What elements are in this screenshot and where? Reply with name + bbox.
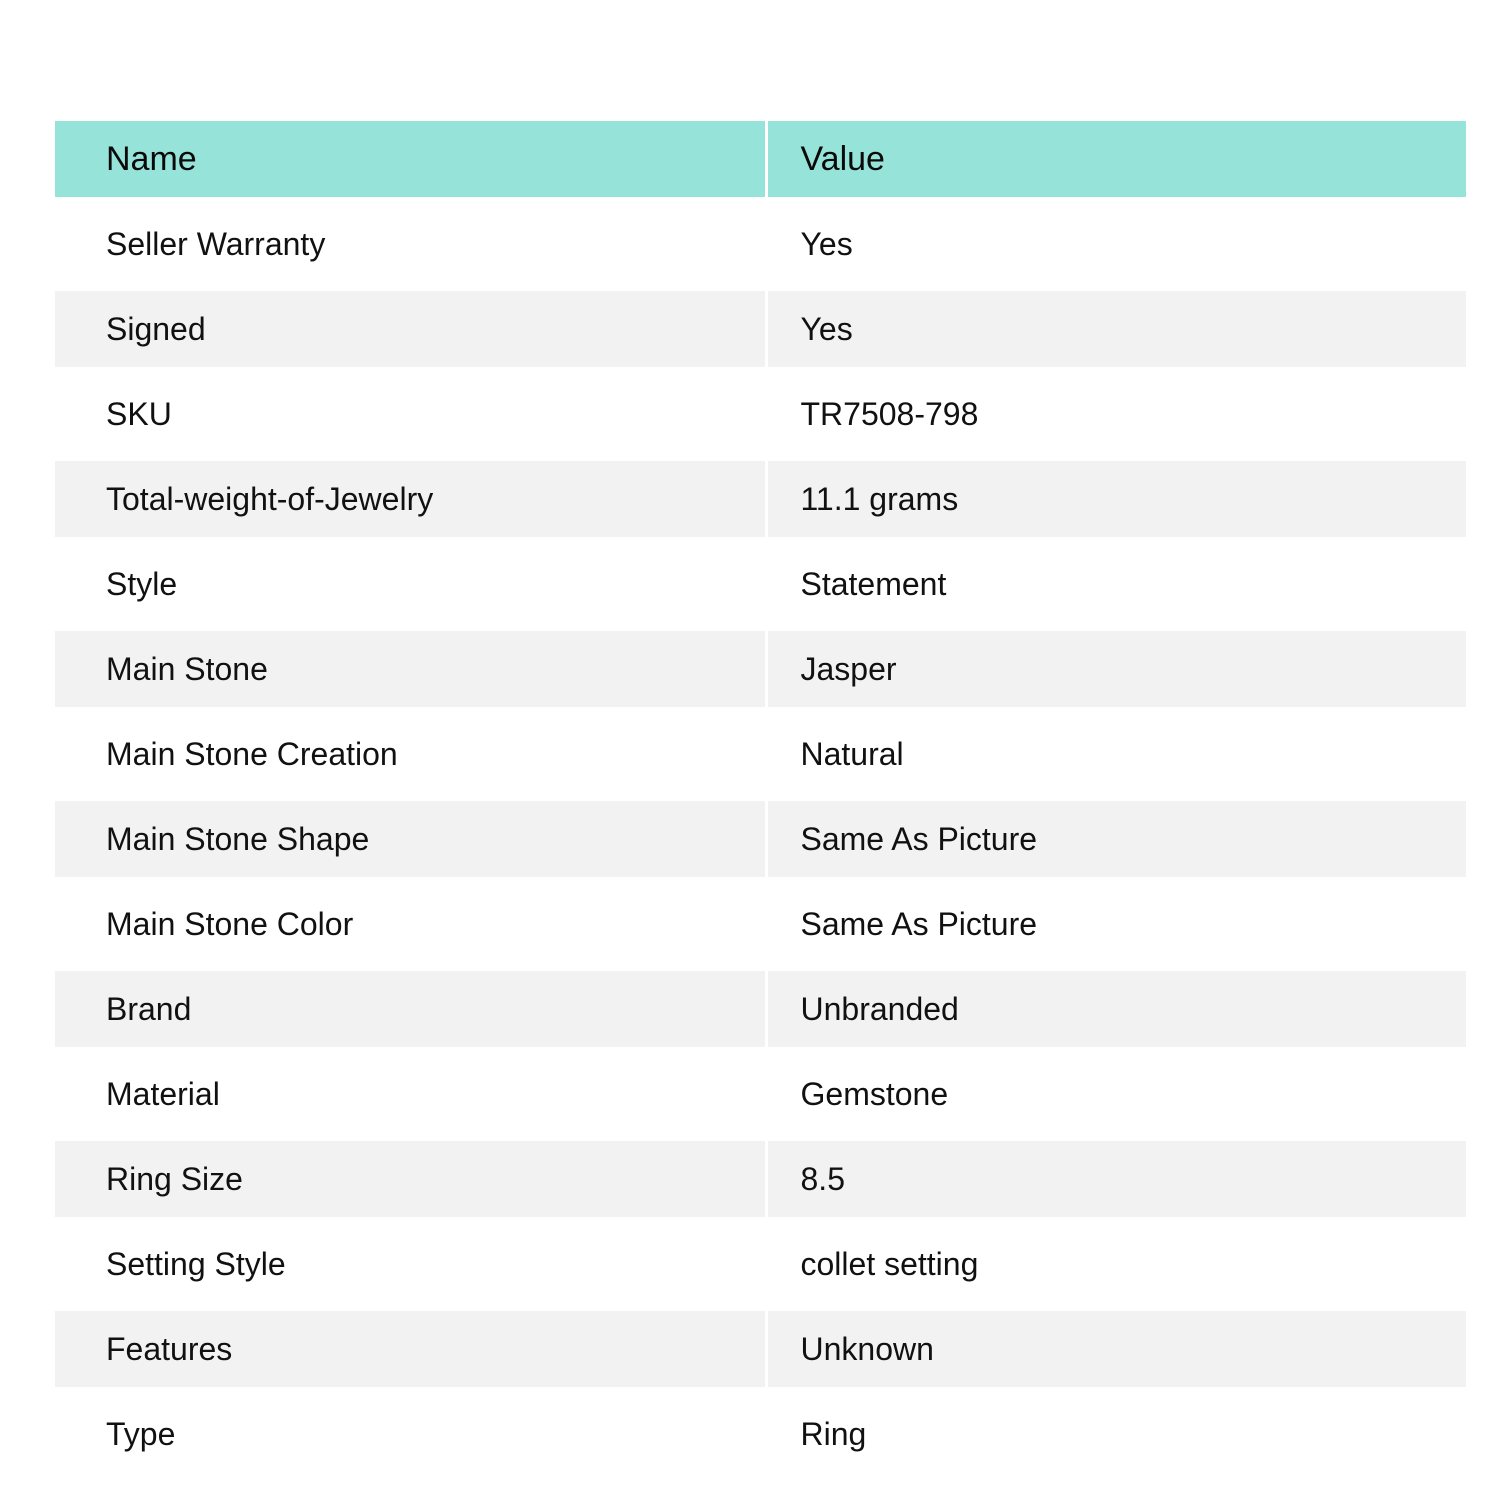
attribute-value: Jasper bbox=[766, 631, 1466, 707]
table-body bbox=[55, 197, 1466, 1481]
attribute-name: Brand bbox=[55, 971, 766, 1047]
attribute-value: Same As Picture bbox=[766, 877, 1466, 971]
table-row bbox=[55, 1217, 1466, 1311]
table-row bbox=[55, 461, 1466, 537]
table-row bbox=[55, 291, 1466, 367]
attribute-value: Same As Picture bbox=[766, 801, 1466, 877]
table-header bbox=[55, 121, 1466, 197]
attribute-name: Setting Style bbox=[55, 1217, 766, 1311]
table-row bbox=[55, 1047, 1466, 1141]
attribute-name: Total-weight-of-Jewelry bbox=[55, 461, 766, 537]
attribute-name: Signed bbox=[55, 291, 766, 367]
table-row bbox=[55, 367, 1466, 461]
attribute-value: Unknown bbox=[766, 1311, 1466, 1387]
attribute-name: Type bbox=[55, 1387, 766, 1481]
attribute-name: Main Stone Creation bbox=[55, 707, 766, 801]
table-row bbox=[55, 1311, 1466, 1387]
table-row bbox=[55, 1141, 1466, 1217]
spec-table bbox=[55, 121, 1466, 1481]
attribute-name: Main Stone bbox=[55, 631, 766, 707]
attribute-value: Unbranded bbox=[766, 971, 1466, 1047]
attribute-value: collet setting bbox=[766, 1217, 1466, 1311]
attribute-name: Features bbox=[55, 1311, 766, 1387]
table-row bbox=[55, 971, 1466, 1047]
attribute-value: Statement bbox=[766, 537, 1466, 631]
table-row bbox=[55, 877, 1466, 971]
attribute-value: Gemstone bbox=[766, 1047, 1466, 1141]
attribute-value: Yes bbox=[766, 291, 1466, 367]
attribute-value: 11.1 grams bbox=[766, 461, 1466, 537]
attribute-value: Yes bbox=[766, 197, 1466, 291]
attribute-name: Seller Warranty bbox=[55, 197, 766, 291]
attribute-name: Main Stone Color bbox=[55, 877, 766, 971]
table-row bbox=[55, 537, 1466, 631]
attribute-name: SKU bbox=[55, 367, 766, 461]
attribute-name: Main Stone Shape bbox=[55, 801, 766, 877]
table-row bbox=[55, 631, 1466, 707]
attribute-value: TR7508-798 bbox=[766, 367, 1466, 461]
table-row bbox=[55, 801, 1466, 877]
attribute-name: Ring Size bbox=[55, 1141, 766, 1217]
attribute-name: Style bbox=[55, 537, 766, 631]
attribute-name: Material bbox=[55, 1047, 766, 1141]
table-row bbox=[55, 197, 1466, 291]
table-row bbox=[55, 707, 1466, 801]
attribute-value: 8.5 bbox=[766, 1141, 1466, 1217]
header-row bbox=[55, 121, 1466, 197]
name-column-header: Name bbox=[55, 121, 766, 197]
attribute-value: Ring bbox=[766, 1387, 1466, 1481]
attribute-value: Natural bbox=[766, 707, 1466, 801]
value-column-header: Value bbox=[766, 121, 1466, 197]
table-row bbox=[55, 1387, 1466, 1481]
